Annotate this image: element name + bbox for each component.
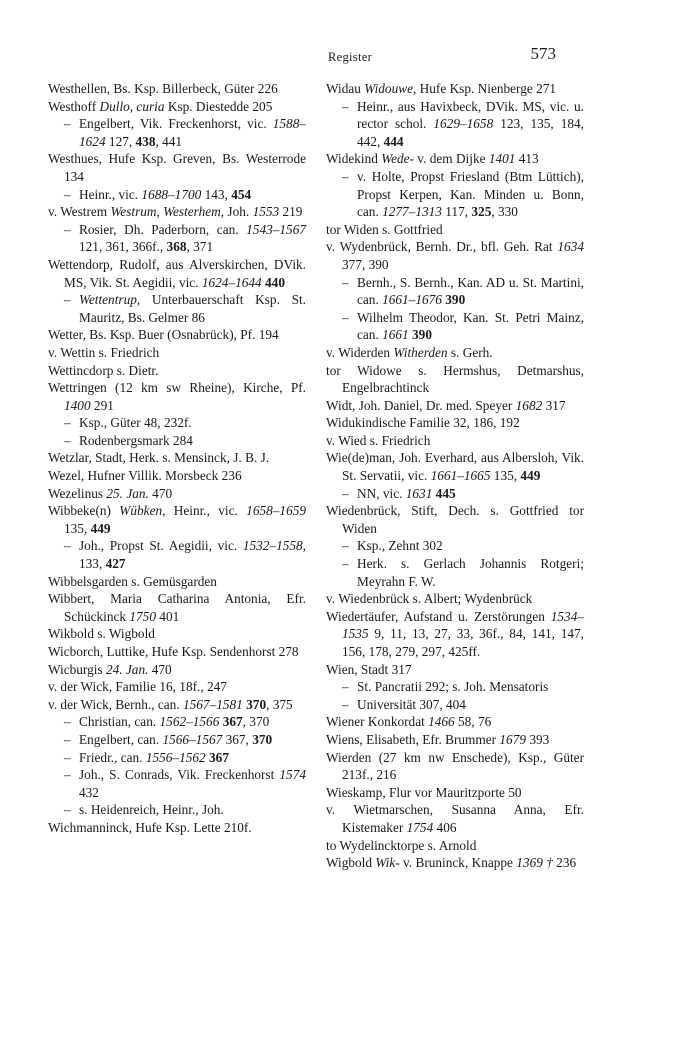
entry-text: v. Wietmarschen, Susanna Anna, Efr. Kistemaker — [326, 802, 584, 835]
entry-text: Wettendorp, Rudolf, aus Alverskirchen, DVik. MS, Vik. St. Aegidii, vic. — [48, 256, 306, 290]
entry-text: v. Wiedenbrück s. Albert; Wydenbrück — [326, 591, 533, 607]
entry-text: Christian, can. — [79, 714, 160, 730]
index-subentry — [326, 555, 584, 590]
entry-text: 427 — [105, 556, 126, 572]
entry-text: 449 — [520, 468, 541, 484]
index-subentry — [48, 731, 306, 749]
entry-text: Wie(de)man, Joh. Everhard, aus Albersloh, Vik. St. Servatii, vic. — [326, 450, 584, 484]
index-entry — [48, 98, 306, 116]
entry-text: 1277–1313 — [382, 204, 442, 220]
index-entry — [48, 326, 306, 344]
entry-text: v. Wydenbrück, Bernh. Dr., bfl. Geh. Rat — [326, 239, 558, 255]
index-subentry — [48, 432, 306, 450]
index-entry — [48, 643, 306, 661]
entry-text: St. Pancratii 292; s. Joh. Mensatoris — [357, 679, 549, 695]
entry-text: 1661 — [382, 327, 409, 343]
entry-text: 1634 — [557, 239, 584, 255]
entry-text: 1401 — [488, 151, 516, 167]
index-subentry — [48, 414, 306, 432]
entry-text: 401 — [155, 608, 180, 624]
entry-text: , 441 — [155, 133, 183, 149]
entry-text: s. Gerh. — [447, 344, 493, 360]
index-entry — [48, 696, 306, 714]
index-subentry — [48, 801, 306, 819]
entry-text: 1624–1644 — [201, 274, 262, 290]
index-entry — [326, 502, 584, 537]
entry-text: 440 — [265, 274, 285, 290]
entry-text: 236 — [552, 855, 577, 871]
entry-text: , Heinr., vic. — [162, 503, 247, 519]
entry-text: v. der Wick, Bernh., can. — [48, 696, 183, 712]
index-subentry — [326, 696, 584, 714]
entry-text: 1556–1562 — [145, 749, 206, 765]
entry-text: Wibbelsgarden s. Gemüsgarden — [48, 573, 217, 589]
index-subentry — [326, 98, 584, 151]
index-entry — [326, 449, 584, 484]
index-entry — [48, 256, 306, 291]
index-entry — [326, 837, 584, 855]
entry-text: Wichmanninck, Hufe Ksp. Lette 210f. — [48, 819, 252, 835]
index-subentry — [326, 274, 584, 309]
entry-text: Wien, Stadt 317 — [326, 661, 412, 677]
entry-text: Wede- — [381, 151, 414, 167]
entry-text: Dullo, curia — [99, 98, 165, 114]
entry-text: Rosier, Dh. Paderborn, can. — [79, 221, 247, 237]
entry-text: Wezel, Hufner Villik. Morsbeck 236 — [48, 468, 242, 484]
entry-text: Joh., S. Conrads, Vik. Freckenhorst — [79, 767, 280, 783]
entry-text: Heinr., vic. — [79, 186, 142, 202]
entry-text: 390 — [412, 327, 432, 343]
entry-text: Wiedertäufer, Aufstand u. Zerstörungen — [326, 608, 551, 624]
index-column-right — [326, 80, 584, 872]
index-entry — [326, 150, 584, 168]
entry-text: 432 — [79, 784, 99, 800]
entry-text: 1553 — [252, 204, 280, 220]
entry-text: to Wydelincktorpe s. Arnold — [326, 837, 477, 853]
entry-text: 1679 — [499, 731, 526, 747]
entry-text: 1566–1567 — [162, 731, 223, 747]
entry-text: v. Wettin s. Friedrich — [48, 344, 160, 360]
index-subentry — [326, 485, 584, 503]
entry-text: v. Widerden — [326, 344, 394, 360]
entry-text: Wikbold s. Wigbold — [48, 626, 155, 642]
entry-text: 367, — [222, 731, 253, 747]
entry-text: 1369 † — [516, 855, 553, 871]
entry-text: Widau — [326, 81, 365, 96]
entry-text: 1629–1658 — [433, 116, 494, 132]
entry-text: , 371 — [186, 239, 214, 255]
entry-text: 25. Jan. — [106, 485, 149, 501]
index-entry — [48, 502, 306, 537]
entry-text: 1400 — [64, 397, 91, 413]
index-subentry — [48, 291, 306, 326]
index-entry — [326, 397, 584, 415]
entry-text: Engelbert, can. — [79, 731, 163, 747]
index-subentry — [48, 766, 306, 801]
entry-text: 406 — [433, 819, 457, 835]
entry-text: v. Wied s. Friedrich — [326, 432, 431, 448]
entry-text: Wiens, Elisabeth, Efr. Brummer — [326, 731, 500, 747]
entry-text: Wicborch, Luttike, Hufe Ksp. Sendenhorst 278 — [48, 644, 299, 659]
entry-text: Westrum, Westerhem — [110, 204, 221, 220]
entry-text: Wierden (27 km nw Enschede), Ksp., Güter 213f., 216 — [326, 749, 584, 783]
entry-text: , 375 — [266, 696, 293, 712]
entry-text: 123, 135, 184, 442, — [357, 116, 584, 149]
index-subentry — [48, 221, 306, 256]
entry-text: Westhellen, Bs. Ksp. Billerbeck, Güter 226 — [48, 81, 278, 96]
entry-text: Widouwe — [364, 81, 414, 96]
entry-text: Engelbert, Vik. Freckenhorst, vic. — [79, 116, 273, 132]
entry-text: , 133, — [79, 538, 306, 572]
index-entry — [48, 485, 306, 503]
entry-text: 127, — [105, 133, 136, 149]
entry-text: Wibbert, Maria Catharina Antonia, Efr. Schückinck — [48, 591, 306, 624]
entry-text: Wibbeke(n) — [48, 503, 120, 519]
index-entry — [48, 449, 306, 467]
entry-text: NN, vic. — [357, 485, 406, 501]
entry-text: 121, 361, 366f., — [79, 239, 167, 255]
entry-text: 368 — [166, 239, 187, 255]
index-subentry — [326, 537, 584, 555]
entry-text: 1574 — [279, 767, 306, 783]
index-entry — [326, 801, 584, 836]
entry-text: , Unterbauerschaft Ksp. St. Mauritz, Bs. Gelmer 86 — [79, 292, 306, 325]
entry-text: 135, — [490, 468, 521, 484]
entry-text: Widt, Joh. Daniel, Dr. med. Speyer — [326, 397, 516, 413]
entry-text: Ksp., Güter 48, 232f. — [79, 415, 192, 431]
entry-text: 317 — [542, 397, 566, 413]
entry-text: 1543–1567 — [246, 221, 306, 237]
page-number: 573 — [530, 44, 556, 63]
index-entry — [48, 203, 306, 221]
entry-text: Wettentrup — [79, 292, 137, 308]
entry-text: 367 — [209, 749, 229, 765]
entry-text: Wettincdorp s. Dietr. — [48, 362, 159, 378]
entry-text: Westhues, Hufe Ksp. Greven, Bs. Westerrode 134 — [48, 151, 306, 184]
entry-text: 370 — [246, 696, 267, 712]
index-entry — [326, 221, 584, 239]
entry-text: Wik- — [375, 855, 400, 871]
index-entry — [326, 784, 584, 802]
index-entry — [326, 414, 584, 432]
entry-text: 1534–1535 — [342, 608, 584, 642]
entry-text: v. Holte, Propst Friesland (Btm Lüttich), Propst Kerpen, Kan. Minden u. Bonn, can. — [357, 168, 584, 220]
entry-text: v. der Wick, Familie 16, 18f., 247 — [48, 679, 227, 695]
entry-text: v. Westrem — [48, 204, 111, 220]
entry-text: tor Widen s. Gottfried — [326, 221, 443, 237]
index-entry — [48, 150, 306, 185]
entry-text: 444 — [383, 133, 404, 149]
index-subentry — [48, 749, 306, 767]
entry-text: 117, — [441, 204, 472, 220]
entry-text: v. dem Dijke — [413, 151, 489, 167]
index-entry — [48, 344, 306, 362]
entry-text: Wigbold — [326, 855, 376, 871]
entry-text: 291 — [90, 397, 114, 413]
index-entry — [326, 608, 584, 661]
index-entry — [48, 362, 306, 380]
index-subentry — [48, 186, 306, 204]
entry-text: 1631 — [405, 485, 433, 501]
index-entry — [326, 344, 584, 362]
entry-text: 135, — [64, 520, 91, 536]
index-entry — [326, 590, 584, 608]
entry-text: Joh., Propst St. Aegidii, vic. — [79, 538, 243, 554]
entry-text: Wetzlar, Stadt, Herk. s. Mensinck, J. B. J. — [48, 450, 270, 466]
entry-text: 1567–1581 — [182, 696, 243, 712]
entry-text: 1754 — [406, 819, 434, 835]
index-entry — [48, 590, 306, 625]
index-entry — [48, 819, 306, 837]
entry-text: , Hufe Ksp. Nienberge 271 — [413, 81, 557, 96]
entry-text: 1532–1558 — [242, 538, 303, 554]
entry-text: 9, 11, 13, 27, 33, 36f., 84, 141, 147, 156, 178, 279, 297, 425ff. — [342, 626, 584, 659]
entry-text: 1750 — [129, 608, 156, 624]
entry-text: 367 — [222, 714, 243, 730]
entry-text: Friedr., can. — [79, 749, 146, 765]
entry-text: 449 — [90, 520, 111, 536]
entry-text: Wiener Konkordat — [326, 714, 429, 730]
entry-text: 58, 76 — [454, 714, 492, 730]
index-entry — [48, 678, 306, 696]
index-entry — [48, 573, 306, 591]
entry-text: Ksp. Diestedde 205 — [164, 98, 273, 114]
index-subentry — [48, 537, 306, 572]
entry-text: 370 — [252, 731, 273, 747]
entry-text: Widekind — [326, 151, 382, 167]
entry-text: Witherden — [393, 344, 448, 360]
index-subentry — [326, 678, 584, 696]
entry-text: Westhoff — [48, 98, 100, 114]
entry-text: 219 — [279, 204, 303, 220]
entry-text: 438 — [135, 133, 156, 149]
index-entry — [48, 625, 306, 643]
index-subentry — [48, 115, 306, 150]
entry-text: 1688–1700 — [141, 186, 202, 202]
entry-text: 393 — [526, 731, 550, 747]
entry-text: s. Heidenreich, Heinr., Joh. — [79, 802, 224, 818]
entry-text: Wübken — [119, 503, 163, 519]
entry-text: 454 — [231, 186, 252, 202]
entry-text: 1588–1624 — [79, 116, 306, 149]
entry-text: 470 — [148, 485, 173, 501]
entry-text: , Joh. — [220, 204, 253, 220]
entry-text: v. Bruninck, Knappe — [399, 855, 517, 871]
entry-text: Herk. s. Gerlach Johannis Rotgeri; Meyrahn F. W. — [357, 556, 584, 589]
entry-text: Wicburgis — [48, 661, 106, 677]
entry-text: Heinr., aus Havixbeck, DVik. MS, vic. u. rector schol. — [357, 98, 584, 132]
index-entry — [48, 379, 306, 414]
entry-text: Wetter, Bs. Ksp. Buer (Osnabrück), Pf. 194 — [48, 327, 279, 343]
index-entry — [326, 713, 584, 731]
entry-text: 1466 — [428, 714, 455, 730]
entry-text: Universität 307, 404 — [357, 696, 466, 712]
index-subentry — [326, 309, 584, 344]
entry-text: 1661–1665 — [430, 468, 491, 484]
entry-text: Rodenbergsmark 284 — [79, 432, 193, 448]
index-entry — [326, 854, 584, 872]
entry-text: 24. Jan. — [105, 661, 149, 677]
entry-text: 470 — [148, 661, 172, 677]
index-entry — [326, 362, 584, 397]
index-entry — [326, 731, 584, 749]
index-entry — [326, 80, 584, 98]
entry-text: 1562–1566 — [159, 714, 220, 730]
entry-text: 377, 390 — [342, 256, 389, 272]
entry-text: 1661–1676 — [382, 292, 442, 308]
entry-text: Widukindische Familie 32, 186, 192 — [326, 415, 520, 431]
entry-text: 1658–1659 — [246, 503, 307, 519]
index-entry — [326, 432, 584, 450]
entry-text: Wiedenbrück, Stift, Dech. s. Gottfried tor Widen — [326, 503, 584, 536]
entry-text: Ksp., Zehnt 302 — [357, 538, 443, 554]
index-entry — [48, 80, 306, 98]
index-subentry — [326, 168, 584, 221]
index-entry — [326, 238, 584, 273]
entry-text: 1682 — [515, 397, 543, 413]
entry-text: Wilhelm Theodor, Kan. St. Petri Mainz, can. — [357, 309, 584, 343]
running-head: Register — [327, 50, 373, 64]
entry-text: 390 — [445, 292, 466, 308]
entry-text: tor Widowe s. Hermshus, Detmarshus, Engelbrachtinck — [326, 362, 584, 396]
index-column-left — [48, 80, 306, 837]
entry-text: Wettringen (12 km sw Rheine), Kirche, Pf. — [48, 380, 306, 396]
entry-text: , 370 — [242, 714, 270, 730]
index-entry — [48, 467, 306, 485]
entry-text: Wezelinus — [48, 485, 107, 501]
entry-text: 143, — [201, 186, 232, 202]
entry-text: , 330 — [491, 204, 518, 220]
index-subentry — [48, 713, 306, 731]
entry-text: 413 — [515, 151, 539, 167]
index-entry — [326, 661, 584, 679]
index-entry — [326, 749, 584, 784]
entry-text: Wieskamp, Flur vor Mauritzporte 50 — [326, 784, 522, 800]
entry-text: Bernh., S. Bernh., Kan. AD u. St. Martini, can. — [357, 274, 584, 308]
entry-text: 325 — [471, 204, 492, 220]
index-entry — [48, 661, 306, 679]
entry-text: 445 — [435, 485, 456, 501]
